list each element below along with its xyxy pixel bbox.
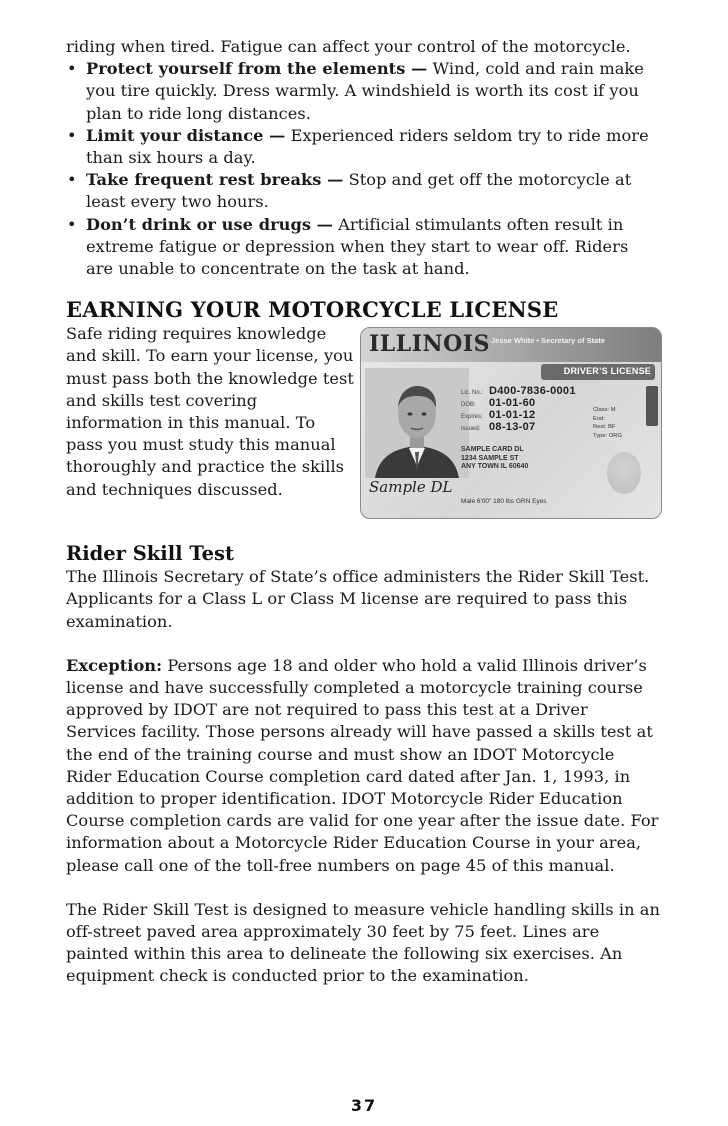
- card-state-name: ILLINOIS: [369, 331, 490, 358]
- card-secretary: Jesse White • Secretary of State: [491, 336, 605, 346]
- tip-text: Artificial stimulants often result in extreme fatigue or depression when they start to wear off. Riders are unable to concentrate on the task at hand.: [86, 214, 629, 279]
- intro-text: riding when tired. Fatigue can affect your control of the motorcycle.: [66, 37, 631, 56]
- card-signature: Sample DL: [369, 478, 453, 497]
- exception-text: Persons age 18 and older who hold a valid Illinois driver’s license and have successfully completed a motorcycle training course approved by IDOT are not required to pass this test at a Driver Services facility. Those persons already will have passed a skills test at the end of the training course and must show an IDOT Motorcycle Rider Education Course completion card dated after Jan. 1, 1993, in addition to proper identification. IDOT Motorcycle Rider Education Course completion cards are valid for one year after the issue date. For information about a Motorcycle Rider Education Course in your area, please call one of the toll-free numbers on page 45 of this manual.: [66, 655, 659, 875]
- license-paragraph: Safe riding requires knowledge and skill. To earn your license, you must pass both the knowledge test and skills test covering information in this manual. To pass you must study this manual thoroughly and practice the skills and techniques discussed.: [66, 324, 354, 499]
- card-physical: Male 6'00" 180 lbs GRN Eyes: [461, 498, 547, 506]
- class-line: Class: M: [593, 407, 616, 414]
- field-value: 01-01-60: [489, 397, 536, 410]
- card-class-info: [593, 406, 622, 440]
- exception-paragraph: [66, 655, 660, 877]
- portrait-icon: [365, 368, 469, 478]
- tip-text: Wind, cold and rain make you tire quickly. Dress warmly. A windshield is worth its cost if you plan to ride long distances.: [86, 59, 644, 123]
- skill-test-description: The Rider Skill Test is designed to measure vehicle handling skills in an off-street paved area approximately 30 feet by 75 feet. Lines are painted within this area to delineate the following six exercises. An equipment check is conducted prior to the examination.: [66, 899, 660, 986]
- card-type-label: DRIVER’S LICENSE: [563, 366, 651, 377]
- card-vertical-tab: [646, 386, 658, 426]
- card-fields: [461, 386, 576, 434]
- tip-lead: Limit your distance —: [86, 125, 286, 145]
- tip-text: Experienced riders seldom try to ride more than six hours a day.: [86, 125, 649, 168]
- section-heading: EARNING YOUR MOTORCYCLE LICENSE: [66, 297, 559, 323]
- list-item: [66, 214, 660, 281]
- field-label: Issued:: [461, 426, 481, 433]
- address-line: ANY TOWN IL 60640: [461, 463, 529, 471]
- tip-lead: Take frequent rest breaks —: [86, 170, 344, 190]
- field-label: Expires:: [461, 414, 483, 421]
- tip-lead: Protect yourself from the elements —: [86, 59, 428, 79]
- field-label: DOB:: [461, 402, 476, 409]
- class-line: Rest: BF: [593, 424, 616, 431]
- list-item: [66, 58, 660, 125]
- field-label: Lic. No.:: [461, 390, 484, 397]
- list-item: [66, 125, 660, 169]
- address-line: 1234 SAMPLE ST: [461, 454, 519, 462]
- ghost-photo-icon: [607, 452, 641, 494]
- field-value: 08-13-07: [489, 421, 536, 434]
- skill-test-paragraph: The Illinois Secretary of State’s office administers the Rider Skill Test. Applicants for a Class L or Class M license are required to pass this examination.: [66, 567, 650, 631]
- manual-page: [66, 36, 660, 988]
- tip-text: Stop and get off the motorcycle at least every two hours.: [86, 170, 632, 212]
- card-field-row: [461, 422, 576, 434]
- page-number: 37: [350, 1096, 378, 1115]
- fatigue-tips-list: [66, 58, 660, 280]
- sample-license-image: [360, 327, 662, 519]
- license-section: [66, 323, 660, 525]
- tip-lead: Don’t drink or use drugs —: [86, 214, 333, 234]
- list-item: [66, 169, 660, 213]
- license-photo: [365, 368, 469, 478]
- skill-test-heading: Rider Skill Test: [66, 542, 234, 566]
- class-line: End:: [593, 415, 605, 422]
- address-line: SAMPLE CARD DL: [461, 446, 524, 454]
- card-address: [461, 446, 528, 472]
- exception-label: Exception:: [66, 655, 163, 675]
- field-value: D400-7836-0001: [489, 385, 576, 398]
- field-value: 01-01-12: [489, 409, 536, 422]
- class-line: Type: ORG: [593, 432, 622, 439]
